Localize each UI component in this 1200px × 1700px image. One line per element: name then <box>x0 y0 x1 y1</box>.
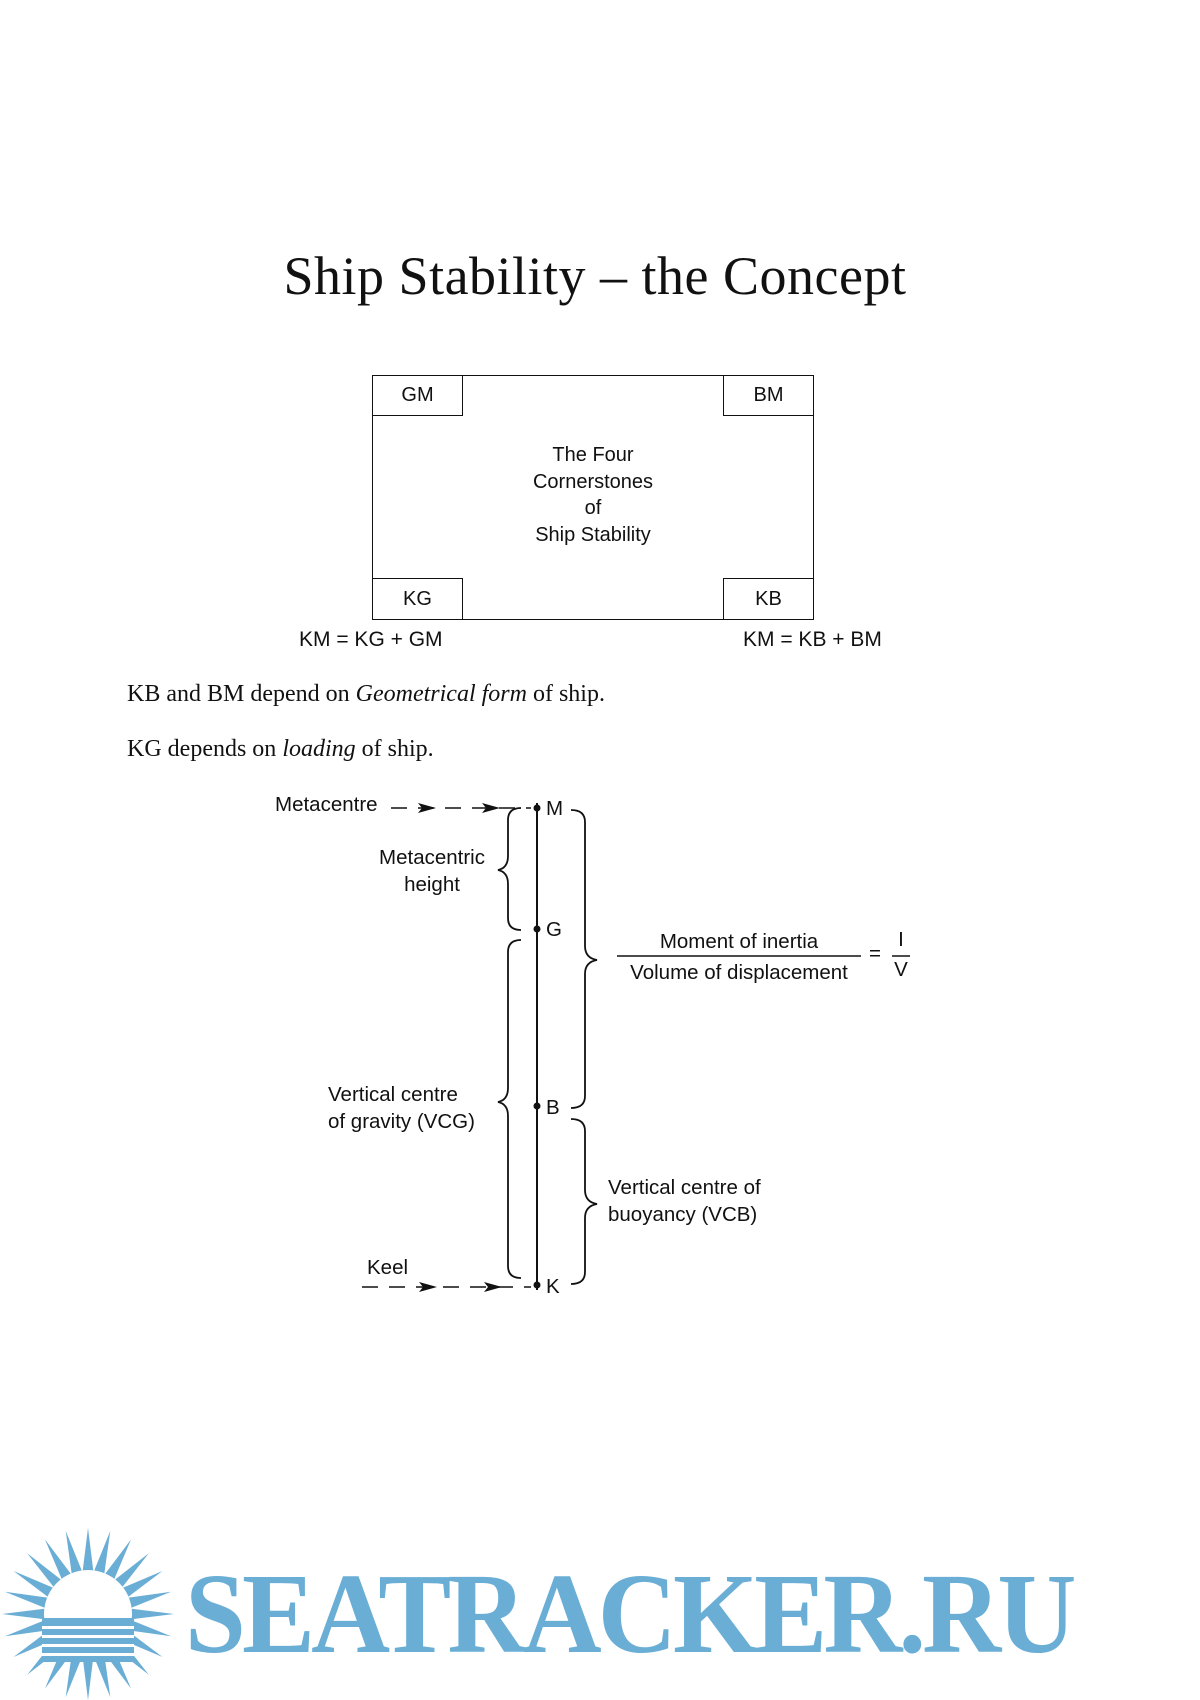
statement-emphasis: loading <box>282 736 356 762</box>
label-k: K <box>546 1275 560 1298</box>
caption-line: The Four <box>552 444 634 466</box>
statement-text: of ship. <box>526 681 605 707</box>
label-line: of gravity (VCG) <box>328 1110 475 1133</box>
corner-bm: BM <box>723 375 814 416</box>
statement-text: of ship. <box>355 736 434 762</box>
formula-denominator: Volume of displacement <box>630 961 848 984</box>
label-keel: Keel <box>367 1256 409 1279</box>
label-b: B <box>546 1096 560 1119</box>
formula-km-kg-gm: KM = KG + GM <box>299 628 443 651</box>
watermark-text: SEATRACKER.RU <box>185 1550 1073 1677</box>
caption-line: Cornerstones <box>532 470 654 493</box>
page-title: Ship Stability – the Concept <box>283 246 907 306</box>
label-line: Vertical centre <box>328 1083 458 1106</box>
sun-wave-line <box>42 1626 134 1629</box>
statement-emphasis: Geometrical form <box>355 681 527 707</box>
sun-wave-line <box>42 1653 134 1656</box>
formula-i: I <box>898 928 904 951</box>
statement-text: KG depends on <box>127 736 283 762</box>
label-g: G <box>546 918 562 941</box>
sun-wave-line <box>42 1635 134 1638</box>
caption-line: of <box>584 497 602 519</box>
label-line: height <box>404 873 460 896</box>
sun-wave-line <box>42 1644 134 1647</box>
label-line: Vertical centre of <box>608 1176 761 1199</box>
corner-kb: KB <box>723 578 814 620</box>
formula-numerator: Moment of inertia <box>659 930 819 953</box>
label-line: Metacentric <box>379 846 485 869</box>
formula-km-kb-bm: KM = KB + BM <box>743 628 882 651</box>
label-line: buoyancy (VCB) <box>608 1203 758 1226</box>
label-m: M <box>546 797 564 820</box>
caption-line: Ship Stability <box>535 523 651 546</box>
statement-text: KB and BM depend on <box>127 681 356 707</box>
formula-equals: = <box>869 942 881 965</box>
corner-gm: GM <box>372 375 463 416</box>
label-metacentre: Metacentre <box>275 793 378 816</box>
formula-v: V <box>894 958 908 981</box>
corner-kg: KG <box>372 578 463 620</box>
